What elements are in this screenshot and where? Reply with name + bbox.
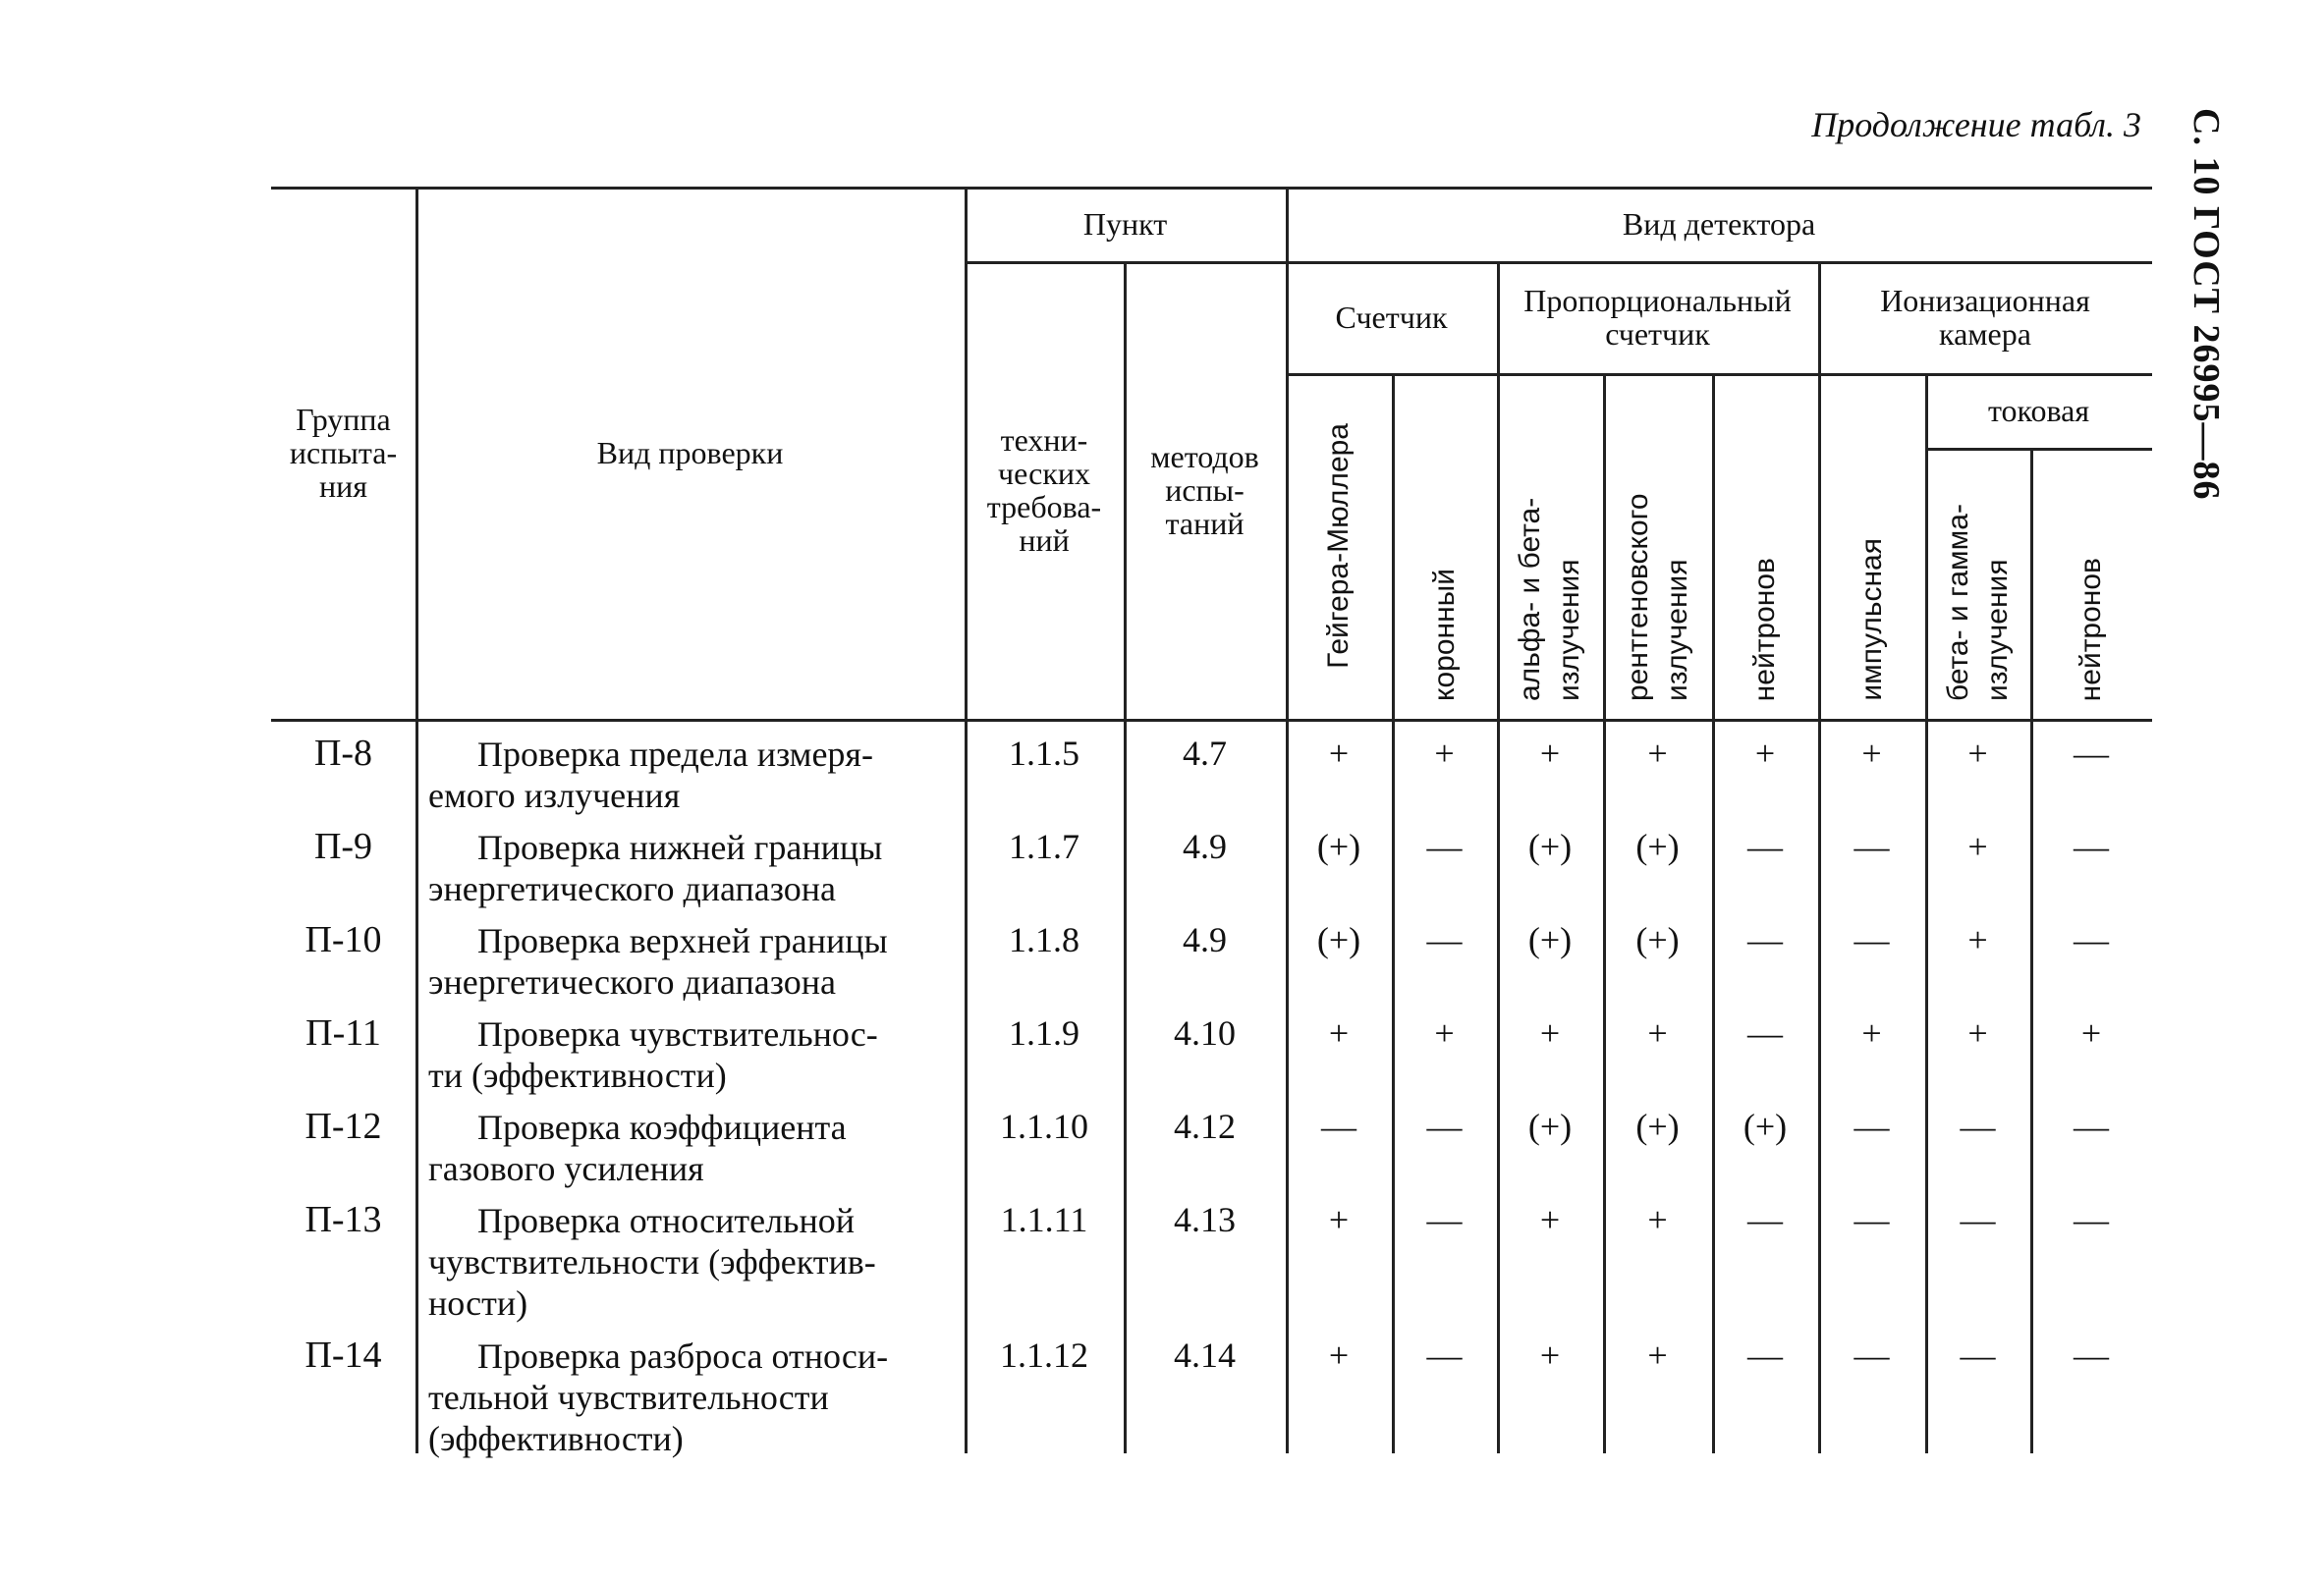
row-description (428, 920, 959, 1003)
page-header: С. 10 ГОСТ 26995—86 (2186, 108, 2227, 501)
description-line: энергетического диапазона (428, 962, 837, 1002)
row-value: + (1647, 1336, 1668, 1375)
row-value: + (1434, 734, 1455, 773)
row-value: + (2080, 1013, 2102, 1053)
description-line: Проверка коэффициента (477, 1108, 847, 1147)
row-value: — (1747, 920, 1783, 959)
row-method-clause: 4.13 (1174, 1200, 1236, 1239)
row-description (428, 1013, 959, 1096)
row-value: — (1426, 1336, 1463, 1375)
row-value: + (1967, 920, 1988, 959)
row-value: — (1747, 1336, 1783, 1375)
row-value: — (1321, 1107, 1356, 1146)
header-beta-gamma: бета- и гамма-излучения (1941, 504, 2014, 701)
row-value: + (1539, 1013, 1561, 1053)
row-description (428, 1336, 959, 1459)
row-value: — (2074, 1200, 2109, 1239)
header-corona: коронный (1427, 569, 1461, 701)
header-check: Вид проверки (596, 435, 784, 470)
row-value: + (1967, 1013, 1988, 1053)
row-value: (+) (1316, 827, 1361, 866)
description-line: Проверка разброса относи- (477, 1336, 889, 1376)
row-value: + (1647, 734, 1668, 773)
row-value: — (2074, 734, 2109, 773)
row-tech-clause: 1.1.5 (1009, 734, 1079, 773)
row-value: (+) (1527, 920, 1573, 959)
description-line: Проверка нижней границы (477, 828, 883, 867)
description-line: Проверка предела измеря- (477, 735, 873, 774)
header-counter: Счетчик (1335, 300, 1448, 335)
table-caption: Продолжение табл. 3 (1811, 105, 2141, 144)
row-group: П-12 (304, 1106, 382, 1147)
row-value: — (1854, 1107, 1890, 1146)
row-tech-clause: 1.1.11 (1000, 1200, 1088, 1239)
row-value: (+) (1635, 827, 1680, 866)
header-prop-counter: Пропорциональный счетчик (1523, 283, 1792, 352)
row-group: П-10 (304, 919, 382, 960)
row-value: (+) (1635, 920, 1680, 959)
row-description (428, 1200, 959, 1324)
row-value: + (1967, 827, 1988, 866)
row-group: П-11 (305, 1012, 381, 1054)
row-group: П-14 (304, 1335, 382, 1376)
row-value: + (1328, 734, 1350, 773)
row-value: — (1426, 1107, 1463, 1146)
row-method-clause: 4.14 (1174, 1336, 1236, 1375)
row-value: + (1434, 1013, 1455, 1053)
row-description (428, 827, 959, 909)
description-line: Проверка верхней границы (477, 921, 888, 960)
description-line: энергетического диапазона (428, 869, 837, 908)
header-xray: рентгеновского излучения (1621, 493, 1693, 701)
description-line: емого излучения (428, 776, 681, 815)
row-value: + (1754, 734, 1776, 773)
rule-header-bottom (271, 719, 2152, 722)
row-value: — (2074, 1107, 2109, 1146)
row-value: + (1861, 1013, 1882, 1053)
header-punkt: Пункт (1082, 206, 1168, 242)
row-value: — (1426, 827, 1463, 866)
row-value: — (2074, 1336, 2109, 1375)
row-value: — (1854, 1336, 1890, 1375)
header-ion-chamber: Ионизационная камера (1880, 283, 2090, 352)
row-tech-clause: 1.1.7 (1009, 827, 1079, 866)
row-value: — (1426, 920, 1463, 959)
row-value: — (2074, 827, 2109, 866)
row-description (428, 1107, 959, 1189)
header-pulse: импульсная (1854, 538, 1888, 701)
row-value: + (1328, 1013, 1350, 1053)
row-value: — (1854, 920, 1890, 959)
description-line: Проверка относительной (477, 1201, 855, 1240)
row-tech-clause: 1.1.12 (1000, 1336, 1088, 1375)
header-methods: методов испы-таний (1150, 439, 1259, 541)
row-value: + (1861, 734, 1882, 773)
row-value: + (1647, 1200, 1668, 1239)
row-value: + (1539, 1200, 1561, 1239)
row-value: — (1747, 1200, 1783, 1239)
row-value: (+) (1316, 920, 1361, 959)
row-description (428, 734, 959, 816)
row-value: — (1854, 827, 1890, 866)
header-neutrons-ion: нейтронов (2075, 557, 2107, 701)
row-value: — (1960, 1336, 1996, 1375)
header-neutrons-prop: нейтронов (1748, 557, 1781, 701)
row-group: П-8 (313, 733, 373, 774)
row-group: П-13 (304, 1199, 382, 1240)
row-value: + (1647, 1013, 1668, 1053)
row-value: — (1747, 1013, 1783, 1053)
row-value: — (1854, 1200, 1890, 1239)
row-value: (+) (1743, 1107, 1788, 1146)
row-value: — (1747, 827, 1783, 866)
row-value: + (1539, 1336, 1561, 1375)
row-value: (+) (1527, 827, 1573, 866)
row-value: + (1967, 734, 1988, 773)
header-current: токовая (1987, 393, 2090, 428)
header-detector: Вид детектора (1622, 206, 1816, 242)
header-geiger: Гейгера-Мюллера (1322, 423, 1355, 669)
row-value: (+) (1635, 1107, 1680, 1146)
header-group: Группа испыта-ния (289, 402, 398, 504)
header-tech: техни-ческих требова-ний (986, 422, 1102, 558)
description-line: Проверка чувствительнос- (477, 1014, 878, 1054)
header-alpha-beta: альфа- и бета-излучения (1514, 497, 1585, 701)
row-method-clause: 4.12 (1174, 1107, 1236, 1146)
row-method-clause: 4.9 (1183, 920, 1227, 959)
row-value: + (1328, 1200, 1350, 1239)
row-tech-clause: 1.1.8 (1009, 920, 1079, 959)
row-group: П-9 (313, 826, 373, 867)
description-line: газового усиления (428, 1149, 704, 1188)
description-line: тельной чувствительности (428, 1378, 829, 1417)
row-method-clause: 4.9 (1183, 827, 1227, 866)
row-value: + (1328, 1336, 1350, 1375)
row-value: — (1960, 1107, 1996, 1146)
row-tech-clause: 1.1.10 (1000, 1107, 1088, 1146)
row-method-clause: 4.7 (1183, 734, 1227, 773)
row-value: — (2074, 920, 2109, 959)
row-tech-clause: 1.1.9 (1009, 1013, 1079, 1053)
description-line: ности) (428, 1283, 528, 1323)
row-value: + (1539, 734, 1561, 773)
description-line: (эффективности) (428, 1419, 684, 1458)
row-value: — (1426, 1200, 1463, 1239)
row-value: (+) (1527, 1107, 1573, 1146)
description-line: чувствительности (эффектив- (428, 1242, 876, 1281)
row-value: — (1960, 1200, 1996, 1239)
row-method-clause: 4.10 (1174, 1013, 1236, 1053)
description-line: ти (эффективности) (428, 1056, 727, 1095)
